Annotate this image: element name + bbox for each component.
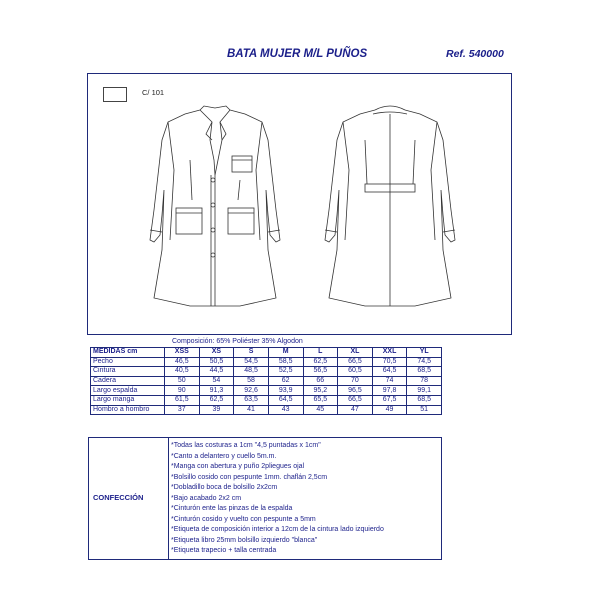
confeccion-item: *Bolsillo cosido con pespunte 1mm. chaflán 2,5cm bbox=[171, 473, 328, 481]
measure-value: 62,5 bbox=[199, 395, 234, 405]
measures-row bbox=[91, 367, 442, 377]
confeccion-item: *Todas las costuras a 1cm "4,5 puntadas x 1cm" bbox=[171, 442, 321, 449]
measure-value: 97,8 bbox=[372, 386, 407, 396]
coat-back-drawing bbox=[315, 100, 465, 312]
size-header: YL bbox=[407, 348, 442, 358]
measure-label: Largo manga bbox=[91, 395, 165, 405]
measure-value: 50 bbox=[165, 376, 200, 386]
measures-header-row bbox=[91, 348, 442, 358]
measure-value: 66,5 bbox=[338, 395, 373, 405]
measure-value: 90 bbox=[165, 386, 200, 396]
measures-header-label: MEDIDAS cm bbox=[91, 348, 165, 358]
confeccion-item: *Etiqueta de composición interior a 12cm de la cintura lado izquierdo bbox=[171, 526, 384, 533]
measures-row bbox=[91, 386, 442, 396]
measure-value: 62,5 bbox=[303, 357, 338, 367]
color-code: C/ 101 bbox=[142, 88, 165, 97]
measure-value: 47 bbox=[338, 405, 373, 415]
size-header: XS bbox=[199, 348, 234, 358]
size-header: S bbox=[234, 348, 269, 358]
confeccion-item: *Etiqueta libro 25mm bolsillo izquierdo "blanca" bbox=[171, 536, 318, 544]
measure-value: 58 bbox=[234, 376, 269, 386]
coat-front-drawing bbox=[140, 100, 290, 312]
measure-value: 62 bbox=[268, 376, 303, 386]
measure-label: Pecho bbox=[91, 357, 165, 367]
measure-value: 99,1 bbox=[407, 386, 442, 396]
measure-value: 64,5 bbox=[372, 367, 407, 377]
measure-value: 64,5 bbox=[268, 395, 303, 405]
measure-label: Cadera bbox=[91, 376, 165, 386]
measure-value: 49 bbox=[372, 405, 407, 415]
measure-value: 96,5 bbox=[338, 386, 373, 396]
confeccion-item: *Cinturón cosido y vuelto con pespunte a 5mm bbox=[171, 515, 316, 523]
confeccion-divider bbox=[168, 437, 169, 560]
measure-value: 56,5 bbox=[303, 367, 338, 377]
measure-value: 43 bbox=[268, 405, 303, 415]
measure-value: 93,9 bbox=[268, 386, 303, 396]
measure-value: 37 bbox=[165, 405, 200, 415]
measure-value: 54,5 bbox=[234, 357, 269, 367]
measure-value: 68,5 bbox=[407, 395, 442, 405]
confeccion-item: *Cinturón ente las pinzas de la espalda bbox=[171, 505, 293, 512]
color-swatch bbox=[103, 87, 127, 102]
measure-value: 78 bbox=[407, 376, 442, 386]
measures-row bbox=[91, 405, 442, 415]
measures-row bbox=[91, 395, 442, 405]
measure-value: 65,5 bbox=[303, 395, 338, 405]
measures-table bbox=[90, 347, 442, 415]
measure-value: 50,5 bbox=[199, 357, 234, 367]
measure-value: 61,5 bbox=[165, 395, 200, 405]
measure-value: 52,5 bbox=[268, 367, 303, 377]
confeccion-item: *Canto a delantero y cuello 5m.m. bbox=[171, 452, 277, 460]
composition-text: Composición: 65% Poliéster 35% Algodon bbox=[172, 338, 303, 345]
measure-value: 95,2 bbox=[303, 386, 338, 396]
measure-label: Largo espalda bbox=[91, 386, 165, 396]
measure-value: 58,5 bbox=[268, 357, 303, 367]
measure-value: 67,5 bbox=[372, 395, 407, 405]
measure-value: 68,5 bbox=[407, 367, 442, 377]
measure-value: 63,5 bbox=[234, 395, 269, 405]
confeccion-item: *Etiqueta trapecio + talla centrada bbox=[171, 547, 277, 554]
measure-value: 44,5 bbox=[199, 367, 234, 377]
size-header: L bbox=[303, 348, 338, 358]
measures-row bbox=[91, 376, 442, 386]
size-header: XXL bbox=[372, 348, 407, 358]
measure-value: 70 bbox=[338, 376, 373, 386]
measure-value: 40,5 bbox=[165, 367, 200, 377]
confeccion-item: *Bajo acabado 2x2 cm bbox=[171, 494, 242, 502]
confeccion-label: CONFECCIÓN bbox=[93, 493, 144, 502]
measure-value: 46,5 bbox=[165, 357, 200, 367]
measure-value: 70,5 bbox=[372, 357, 407, 367]
measure-label: Hombro a hombro bbox=[91, 405, 165, 415]
size-header: XSS bbox=[165, 348, 200, 358]
size-header: M bbox=[268, 348, 303, 358]
measure-value: 74,5 bbox=[407, 357, 442, 367]
confeccion-list bbox=[171, 441, 384, 557]
measure-value: 41 bbox=[234, 405, 269, 415]
reference-number: Ref. 540000 bbox=[446, 48, 504, 60]
measure-value: 92,6 bbox=[234, 386, 269, 396]
measure-value: 66,5 bbox=[338, 357, 373, 367]
measure-label: Cintura bbox=[91, 367, 165, 377]
confeccion-item: *Dobladillo boca de bolsillo 2x2cm bbox=[171, 484, 278, 491]
measure-value: 60,5 bbox=[338, 367, 373, 377]
measure-value: 66 bbox=[303, 376, 338, 386]
measure-value: 74 bbox=[372, 376, 407, 386]
measures-row bbox=[91, 357, 442, 367]
measure-value: 54 bbox=[199, 376, 234, 386]
measure-value: 45 bbox=[303, 405, 338, 415]
measure-value: 39 bbox=[199, 405, 234, 415]
measure-value: 48,5 bbox=[234, 367, 269, 377]
measure-value: 51 bbox=[407, 405, 442, 415]
confeccion-item: *Manga con abertura y puño 2pliegues ojal bbox=[171, 463, 305, 470]
size-header: XL bbox=[338, 348, 373, 358]
garment-title: BATA MUJER M/L PUÑOS bbox=[227, 48, 368, 60]
measure-value: 91,3 bbox=[199, 386, 234, 396]
